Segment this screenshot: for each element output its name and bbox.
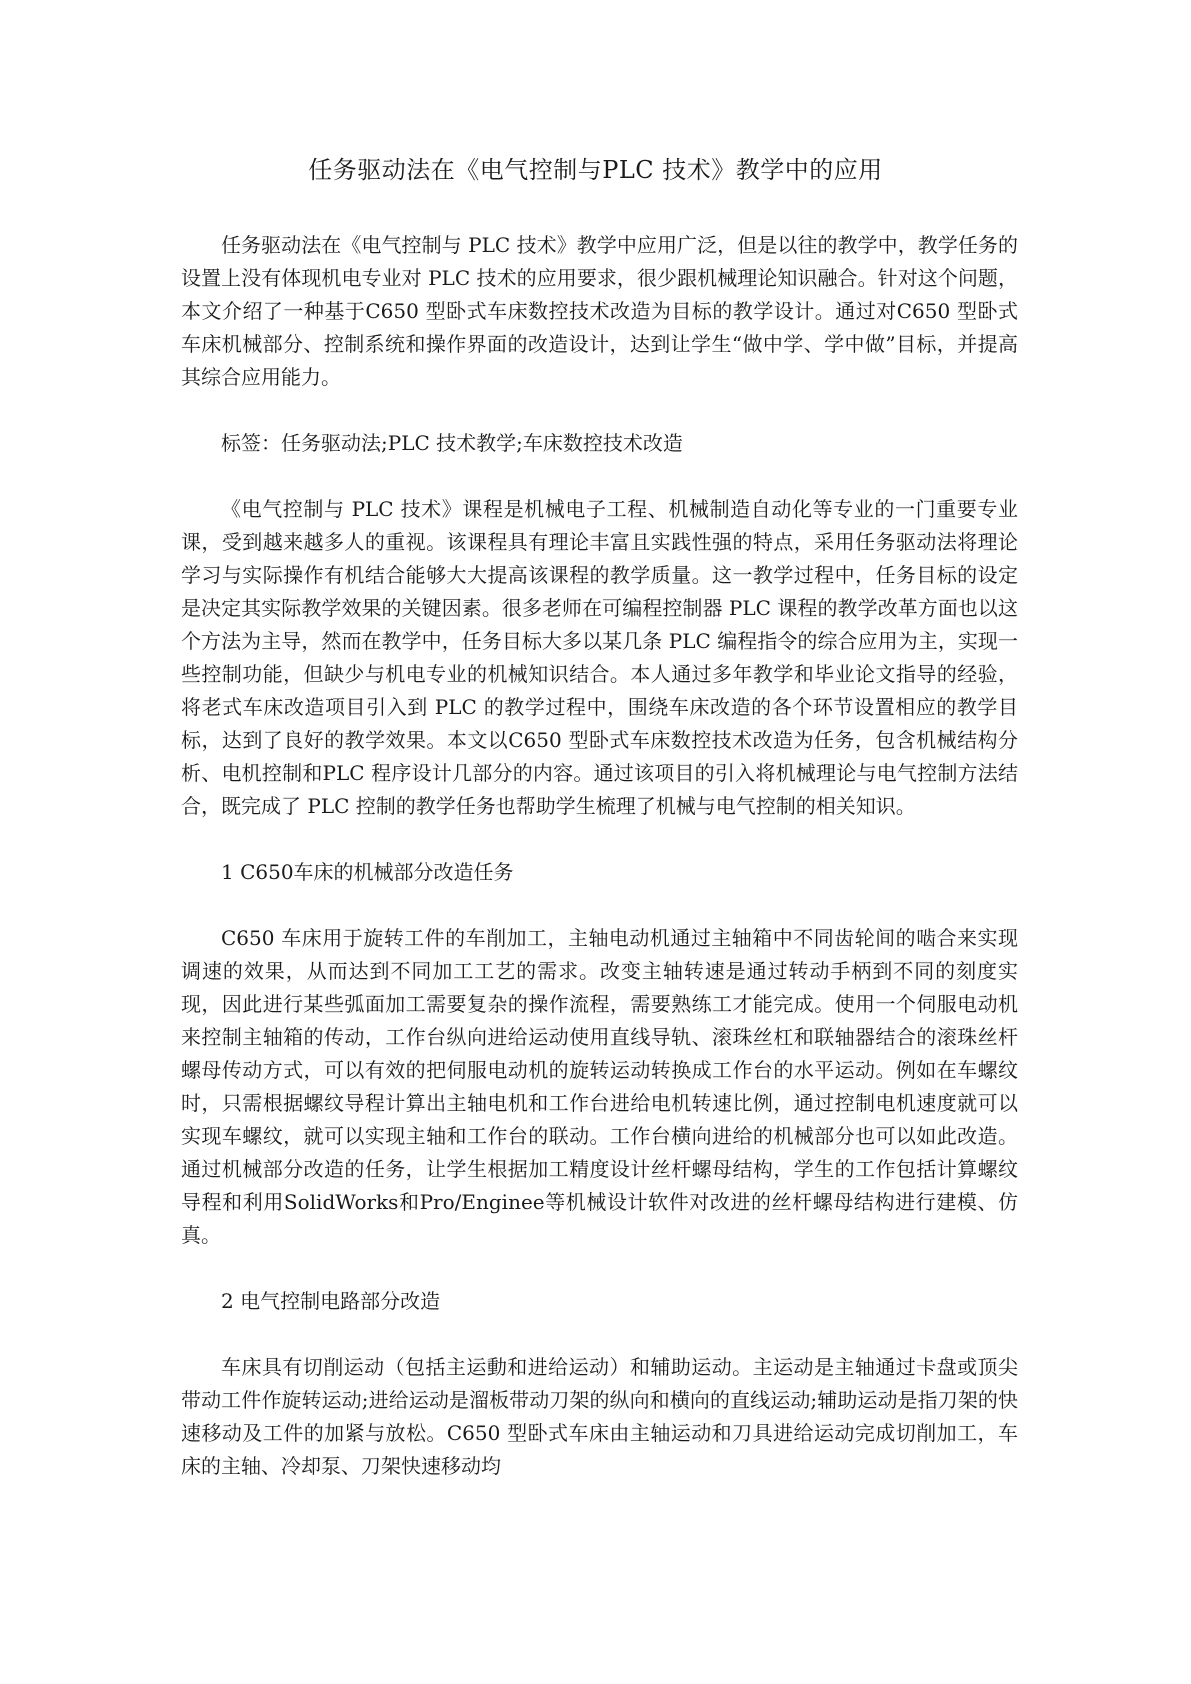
intro-paragraph: 《电气控制与 PLC 技术》课程是机械电子工程、机械制造自动化等专业的一门重要专业课，受到越来越多人的重视。该课程具有理论丰富且实践性强的特点，采用任务驱动法将理论学习与实际操作有机结合能够大大提高该课程的教学质量。这一教学过程中，任务目标的设定是决定其实际教学效果的关键因素。很多老师在可编程控制器 PLC 课程的教学改革方面也以这个方法为主导，然而在教学中，任务目标大多以某几条 PLC 编程指令的综合应用为主，实现一些控制功能，但缺少与机电专业的机械知识结合。本人通过多年教学和毕业论文指导的经验，将老式车床改造项目引入到 PLC 的教学过程中，围绕车床改造的各个环节设置相应的教学目标，达到了良好的教学效果。本文以C650 型卧式车床数控技术改造为任务，包含机械结构分析、电机控制和PLC 程序设计几部分的内容。通过该项目的引入将机械理论与电气控制方法结合，既完成了 PLC 控制的教学任务也帮助学生梳理了机械与电气控制的相关知识。 bbox=[181, 497, 1018, 818]
document-body bbox=[181, 229, 1018, 1516]
section-2-paragraph: 车床具有切削运动（包括主运動和进给运动）和辅助运动。主运动是主轴通过卡盘或顶尖带动工件作旋转运动;进给运动是溜板带动刀架的纵向和横向的直线运动;辅助运动是指刀架的快速移动及工件的加紧与放松。C650 型卧式车床由主轴运动和刀具进给运动完成切削加工，车床的主轴、冷却泵、刀架快速移动均 bbox=[181, 1355, 1018, 1478]
section-1-heading: 1 C650车床的机械部分改造任务 bbox=[221, 860, 514, 884]
section-2-heading: 2 电气控制电路部分改造 bbox=[221, 1289, 441, 1313]
abstract-paragraph: 任务驱动法在《电气控制与 PLC 技术》教学中应用广泛，但是以往的教学中，教学任务的设置上没有体现机电专业对 PLC 技术的应用要求，很少跟机械理论知识融合。针对这个问题，本文介绍了一种基于C650 型卧式车床数控技术改造为目标的教学设计。通过对C650 型卧式车床机械部分、控制系统和操作界面的改造设计，达到让学生“做中学、学中做”目标，并提高其综合应用能力。 bbox=[181, 233, 1018, 389]
keywords-line: 标签：任务驱动法;PLC 技术教学;车床数控技术改造 bbox=[221, 431, 683, 455]
document-title: 任务驱动法在《电气控制与PLC 技术》教学中的应用 bbox=[308, 156, 883, 184]
section-1-paragraph: C650 车床用于旋转工件的车削加工，主轴电动机通过主轴箱中不同齿轮间的啮合来实现调速的效果，从而达到不同加工工艺的需求。改变主轴转速是通过转动手柄到不同的刻度实现，因此进行某些弧面加工需要复杂的操作流程，需要熟练工才能完成。使用一个伺服电动机来控制主轴箱的传动，工作台纵向进给运动使用直线导轨、滚珠丝杠和联轴器结合的滚珠丝杆螺母传动方式，可以有效的把伺服电动机的旋转运动转换成工作台的水平运动。例如在车螺纹时，只需根据螺纹导程计算出主轴电机和工作台进给电机转速比例，通过控制电机速度就可以实现车螺纹，就可以实现主轴和工作台的联动。工作台横向进给的机械部分也可以如此改造。通过机械部分改造的任务，让学生根据加工精度设计丝杆螺母结构，学生的工作包括计算螺纹导程和利用SolidWorks和Pro/Enginee等机械设计软件对改进的丝杆螺母结构进行建模、仿真。 bbox=[181, 926, 1018, 1247]
